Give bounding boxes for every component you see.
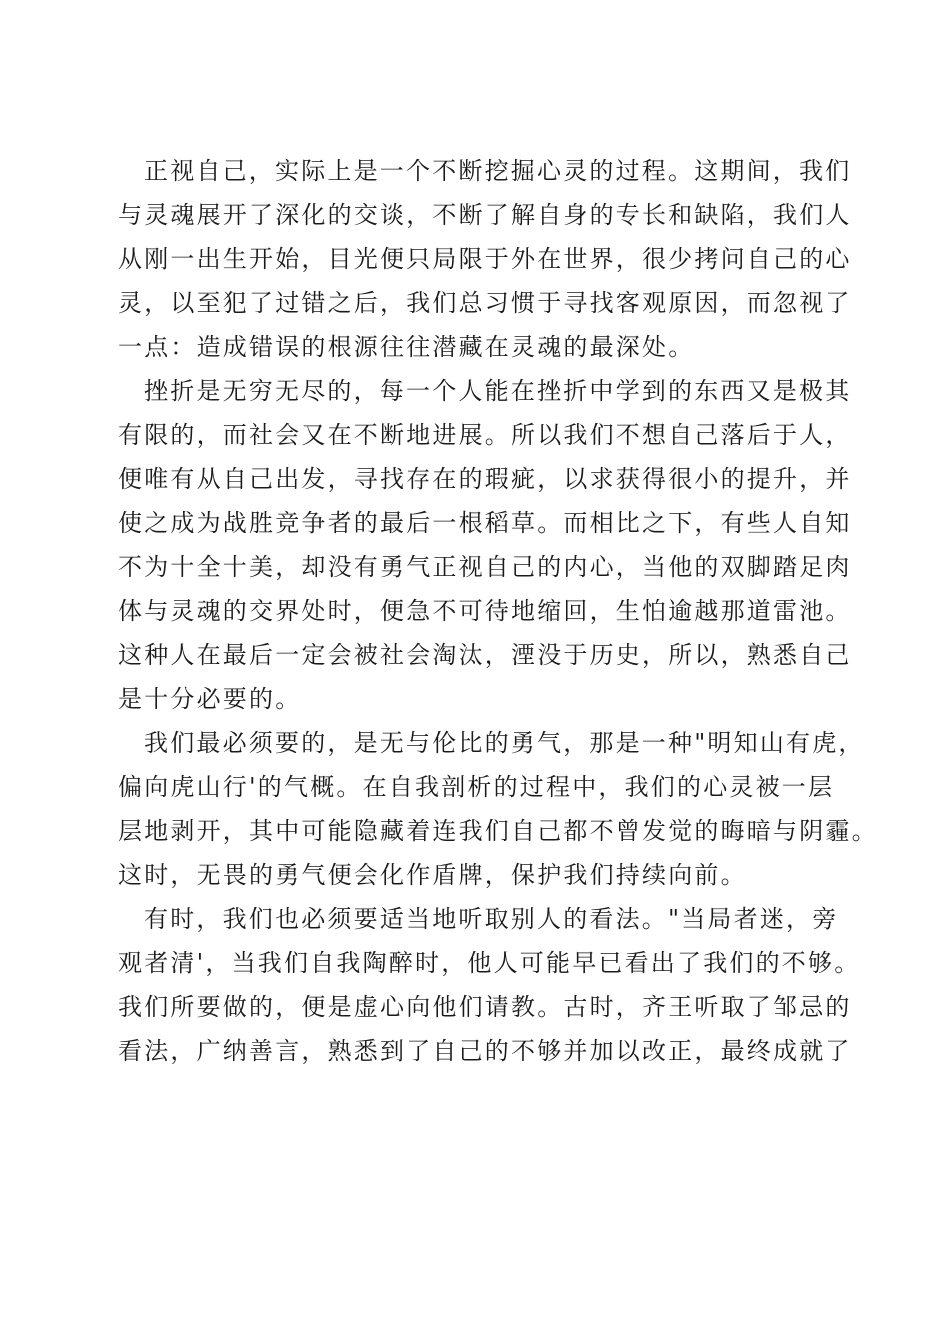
text-line: 层地剥开，其中可能隐藏着连我们自己都不曾发觉的晦暗与阴霾。: [118, 817, 878, 845]
document-body: [118, 149, 878, 1073]
text-line: 有时，我们也必须要适当地听取别人的看法。"当局者迷，旁: [144, 905, 839, 933]
text-line: 有限的，而社会又在不断地进展。所以我们不想自己落后于人，: [118, 421, 852, 449]
text-line: 我们最必须要的，是无与伦比的勇气，那是一种"明知山有虎，: [144, 729, 865, 757]
text-line: 使之成为战胜竞争者的最后一根稻草。而相比之下，有些人自知: [118, 509, 852, 537]
text-line: 挫折是无穷无尽的，每一个人能在挫折中学到的东西又是极其: [144, 377, 852, 405]
paragraph-4: [118, 897, 861, 1073]
text-line: 正视自己，实际上是一个不断挖掘心灵的过程。这期间，我们: [144, 157, 852, 185]
text-line: 这种人在最后一定会被社会淘汰，湮没于历史，所以，熟悉自己: [118, 641, 852, 669]
text-line: 一点：造成错误的根源往往潜藏在灵魂的最深处。: [118, 333, 695, 361]
text-line: 观者清'，当我们自我陶醉时，他人可能早已看出了我们的不够。: [118, 949, 861, 977]
paragraph-3: [118, 721, 878, 897]
text-line: 体与灵魂的交界处时，便急不可待地缩回，生怕逾越那道雷池。: [118, 597, 852, 625]
text-line: 是十分必要的。: [118, 685, 302, 713]
text-line: 这时，无畏的勇气便会化作盾牌，保护我们持续向前。: [118, 861, 747, 889]
text-line: 灵，以至犯了过错之后，我们总习惯于寻找客观原因，而忽视了: [118, 289, 852, 317]
text-line: 从刚一出生开始，目光便只局限于外在世界，很少拷问自己的心: [118, 245, 852, 273]
text-line: 我们所要做的，便是虚心向他们请教。古时，齐王听取了邹忌的: [118, 993, 852, 1021]
paragraph-2: [118, 369, 858, 721]
text-line: 偏向虎山行'的气概。在自我剖析的过程中，我们的心灵被一层: [118, 773, 835, 801]
text-line: 便唯有从自己出发，寻找存在的瑕疵，以求获得很小的提升，并: [118, 465, 852, 493]
text-line: 看法，广纳善言，熟悉到了自己的不够并加以改正，最终成就了: [118, 1037, 852, 1065]
text-line: 与灵魂展开了深化的交谈，不断了解自身的专长和缺陷，我们人: [118, 201, 852, 229]
paragraph-1: [118, 149, 858, 369]
text-line: 不为十全十美，却没有勇气正视自己的内心，当他的双脚踏足肉: [118, 553, 852, 581]
